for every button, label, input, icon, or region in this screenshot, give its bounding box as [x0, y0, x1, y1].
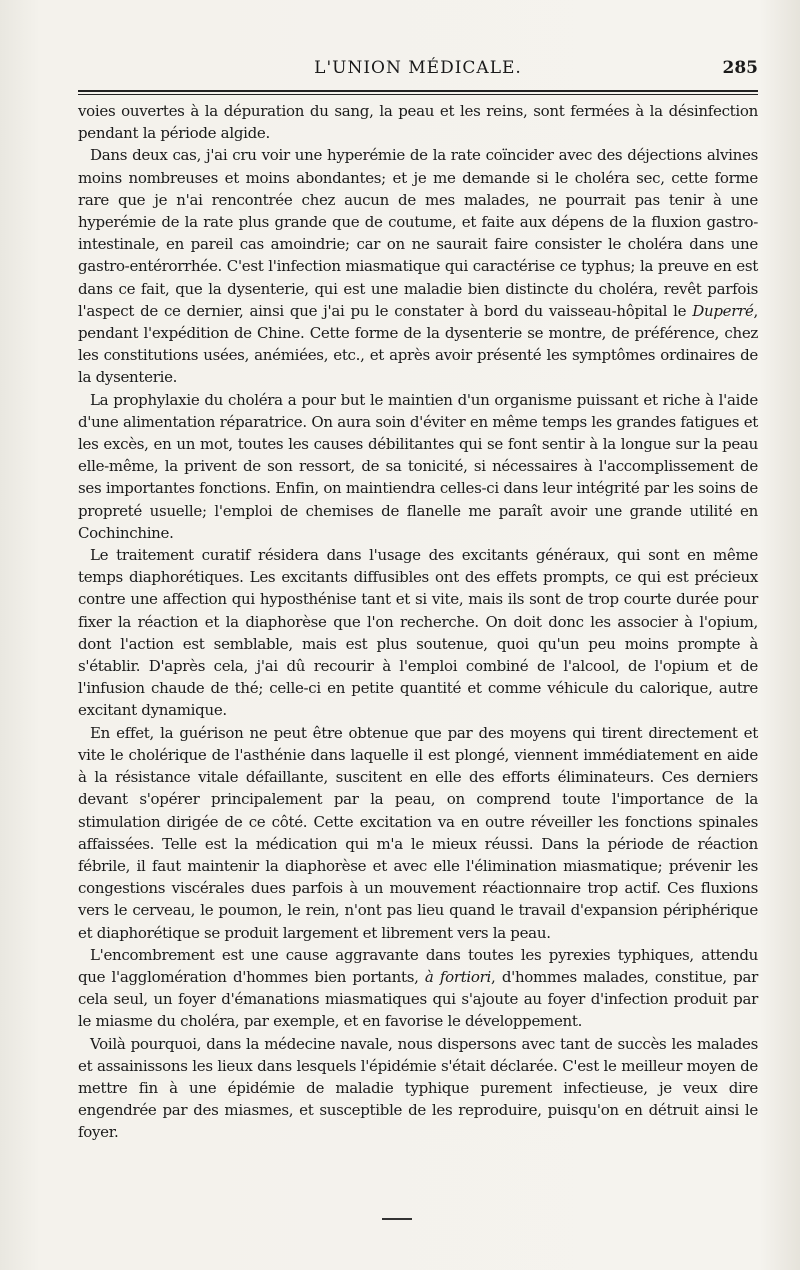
page-number: 285	[722, 58, 758, 78]
header-rule	[78, 90, 758, 95]
journal-title: L'UNION MÉDICALE.	[314, 58, 522, 78]
paragraph: En effet, la guérison ne peut être obtenue que par des moyens qui tirent directement et vite le cholérique de l'asthénie dans laquelle il est plongé, viennent immédiatement en aide à la résistance vitale défaillante, suscitent en elle des efforts éliminateurs. Ces derniers devant s'opérer principalement par la peau, on comprend toute l'importance de la stimulation dirigée de ce côté. Cette excitation va en outre réveiller les fonctions spinales affaissées. Telle est la médication qui m'a le mieux réussi. Dans la période de réaction fébrile, il faut maintenir la diaphorèse et avec elle l'élimination miasmatique; prévenir les congestions viscérales dues parfois à un mouvement réactionnaire trop actif. Ces fluxions vers le cerveau, le poumon, le rein, n'ont pas lieu quand le travail d'expansion périphérique et diaphorétique se produit largement et librement vers la peau.	[78, 723, 758, 942]
italic-term: à fortiori	[424, 967, 492, 986]
italic-term: Duperré	[692, 301, 754, 320]
paragraph: La prophylaxie du choléra a pour but le maintien d'un organisme puissant et riche à l'aide d'une alimentation réparatrice. On aura soin d'éviter en même temps les grandes fatigues et les excès, en un mot, toutes les causes débilitantes qui se font sentir à la longue sur la peau elle-même, la privent de son ressort, de sa tonicité, si nécessaires à l'accomplissement de ses importantes fonctions. Enfin, on maintiendra celles-ci dans leur intégrité par les soins de propreté usuelle; l'emploi de chemises de flanelle me paraît avoir une grande utilité en Cochinchine.	[78, 390, 758, 542]
article-body	[78, 100, 758, 1144]
running-header	[78, 58, 758, 86]
paragraph: voies ouvertes à la dépuration du sang, la peau et les reins, sont fermées à la désinfection pendant la période algide.	[78, 102, 758, 143]
section-end-rule	[382, 1218, 412, 1220]
paragraph: Dans deux cas, j'ai cru voir une hyperémie de la rate coïncider avec des déjections alvines moins nombreuses et moins abondantes; et je me demande si le choléra sec, cette forme rare que je n'ai rencontrée chez aucun de mes malades, ne pourrait pas tenir à une hyperémie de la rate plus grande que de coutume, et faite aux dépens de la fluxion gastro-intestinale, en pareil cas amoindrie; car on ne saurait faire consister le choléra dans une gastro-entérorrhée. C'est l'infection miasmatique qui caractérise ce typhus; la preuve en est dans ce fait, que la dysenterie, qui est une maladie bien distincte du choléra, revêt parfois l'aspect de ce dernier, ainsi que j'ai pu le constater à bord du vaisseau-hôpital le Duperré, pendant l'expédition de Chine. Cette forme de la dysenterie se montre, de préférence, chez les constitutions usées, anémiées, etc., et après avoir présenté les symptômes ordinaires de la dysenterie.	[78, 146, 758, 387]
paragraph: Voilà pourquoi, dans la médecine navale, nous dispersons avec tant de succès les malades et assainissons les lieux dans lesquels l'épidémie s'était déclarée. C'est le meilleur moyen de mettre fin à une épidémie de maladie typhique purement infectieuse, je veux dire engendrée par des miasmes, et susceptible de les reproduire, puisqu'on en détruit ainsi le foyer.	[78, 1034, 758, 1142]
paragraph: Le traitement curatif résidera dans l'usage des excitants généraux, qui sont en même temps diaphorétiques. Les excitants diffusibles ont des effets prompts, ce qui est précieux contre une affection qui hyposthénise tant et si vite, mais ils sont de trop courte durée pour fixer la réaction et la diaphorèse que l'on recherche. On doit donc les associer à l'opium, dont l'action est semblable, mais est plus soutenue, quoi qu'un peu moins prompte à s'établir. D'après cela, j'ai dû recourir à l'emploi combiné de l'alcool, de l'opium et de l'infusion chaude de thé; celle-ci en petite quantité et comme véhicule du calorique, autre excitant dynamique.	[78, 546, 758, 720]
paragraph: L'encombrement est une cause aggravante dans toutes les pyrexies typhiques, attendu que l'agglomération d'hommes bien portants, à fortiori, d'hommes malades, constitue, par cela seul, un foyer d'émanations miasmatiques qui s'ajoute au foyer d'infection produit par le miasme du choléra, par exemple, et en favorise le développement.	[78, 945, 758, 1031]
